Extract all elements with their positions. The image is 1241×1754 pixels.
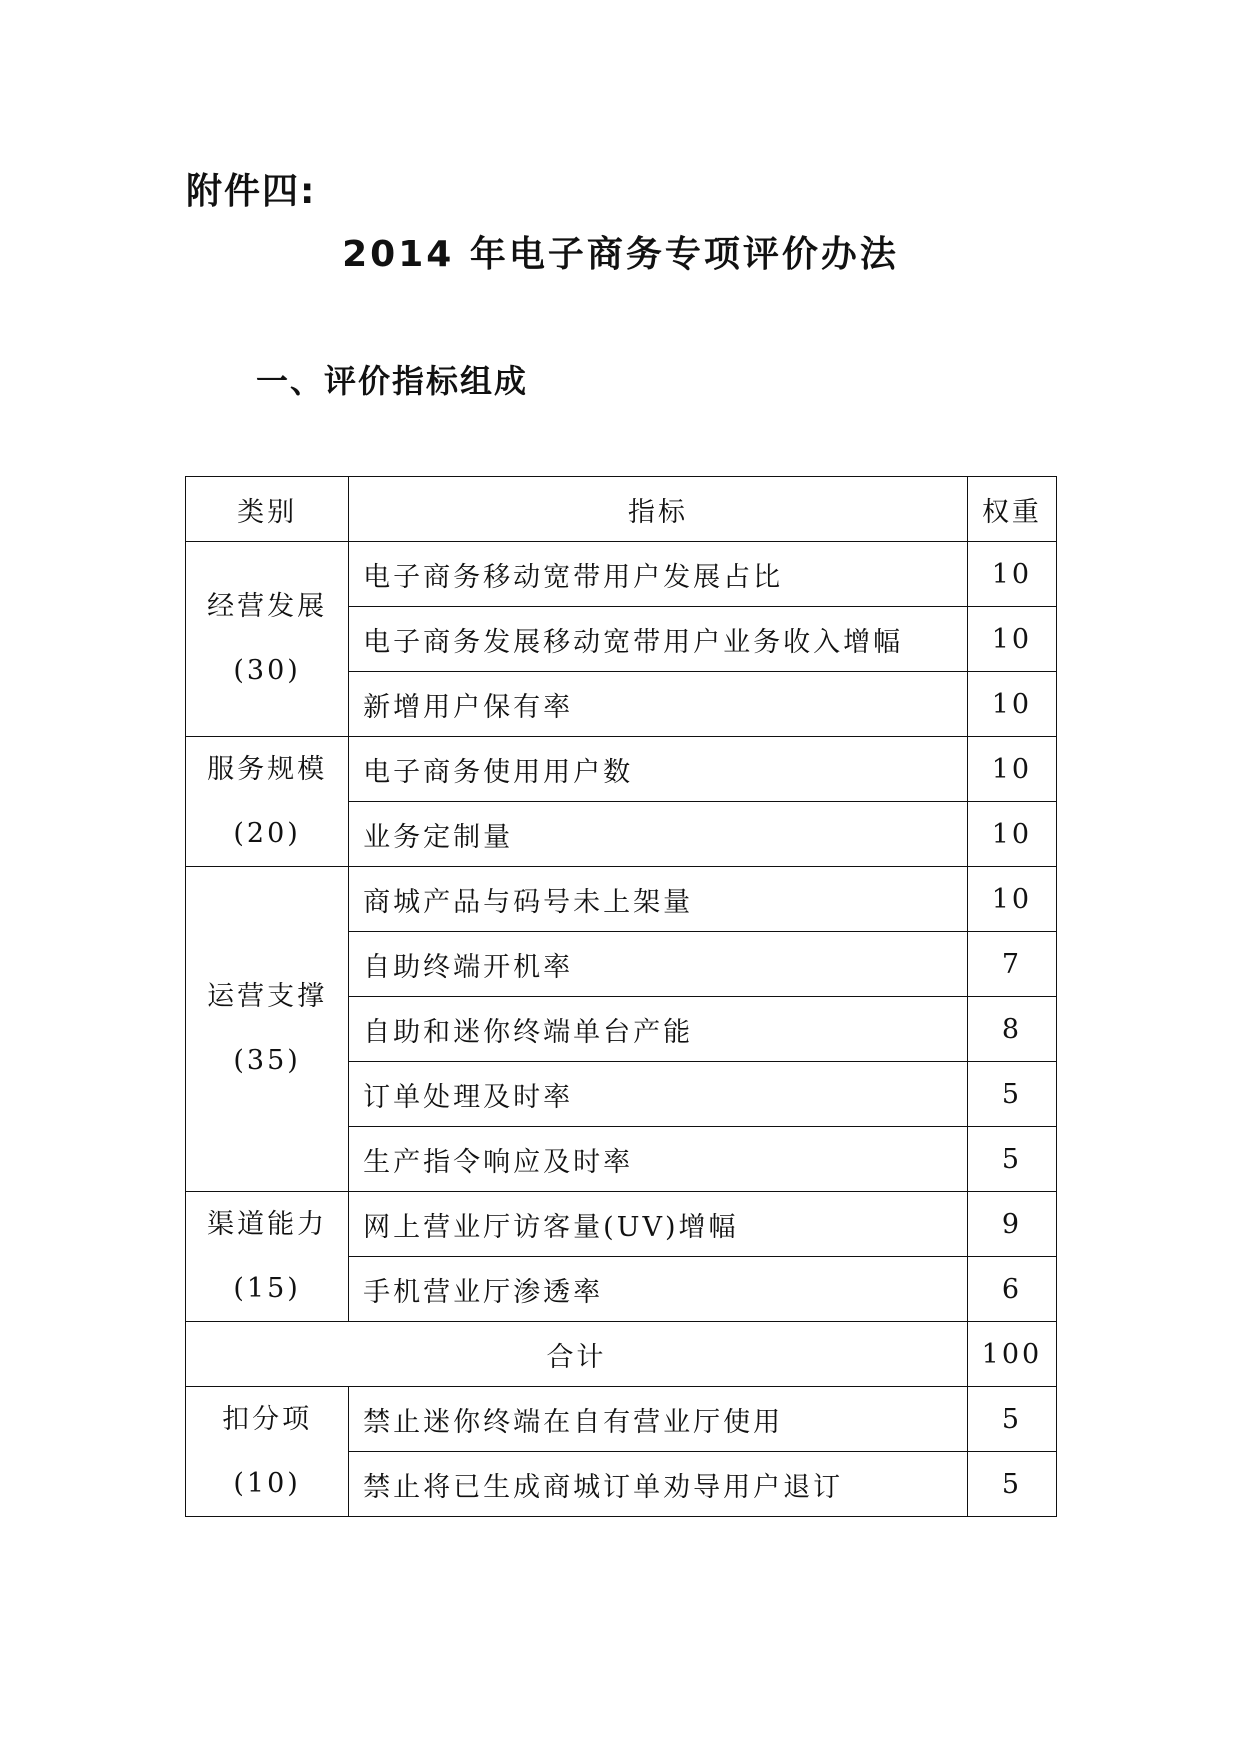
table-row <box>186 542 1057 607</box>
indicator-cell: 电子商务移动宽带用户发展占比 <box>349 542 968 607</box>
indicator-cell: 电子商务使用用户数 <box>349 737 968 802</box>
weight-cell: 5 <box>967 1062 1056 1127</box>
deduction-category-cell <box>186 1387 349 1517</box>
weight-cell: 10 <box>967 867 1056 932</box>
indicator-cell: 订单处理及时率 <box>349 1062 968 1127</box>
indicator-cell: 新增用户保有率 <box>349 672 968 737</box>
category-cell <box>186 867 349 1192</box>
weight-cell: 5 <box>967 1452 1056 1517</box>
total-row <box>186 1322 1057 1387</box>
total-weight: 100 <box>967 1322 1056 1387</box>
attachment-label: 附件四: <box>186 171 317 212</box>
weight-cell: 10 <box>967 542 1056 607</box>
weight-cell: 10 <box>967 672 1056 737</box>
category-cell <box>186 542 349 737</box>
header-category: 类别 <box>186 477 349 542</box>
category-score: (30) <box>233 655 301 686</box>
category-score: (10) <box>233 1467 301 1499</box>
category-cell <box>186 737 349 867</box>
indicator-cell: 禁止将已生成商城订单劝导用户退订 <box>349 1452 968 1517</box>
category-name: 运营支撑 <box>207 981 328 1012</box>
table-header-row <box>186 477 1057 542</box>
weight-cell: 10 <box>967 737 1056 802</box>
indicator-cell: 商城产品与码号未上架量 <box>349 867 968 932</box>
indicator-cell: 业务定制量 <box>349 802 968 867</box>
table-row <box>186 867 1057 932</box>
indicator-cell: 自助和迷你终端单台产能 <box>349 997 968 1062</box>
category-name: 扣分项 <box>222 1403 313 1435</box>
weight-cell: 5 <box>967 1387 1056 1452</box>
indicator-cell: 电子商务发展移动宽带用户业务收入增幅 <box>349 607 968 672</box>
weight-cell: 5 <box>967 1127 1056 1192</box>
indicator-cell: 网上营业厅访客量(UV)增幅 <box>349 1192 968 1257</box>
category-score: (20) <box>233 817 301 849</box>
header-indicator: 指标 <box>349 477 968 542</box>
weight-cell: 7 <box>967 932 1056 997</box>
indicator-cell: 手机营业厅渗透率 <box>349 1257 968 1322</box>
weight-cell: 8 <box>967 997 1056 1062</box>
table-row <box>186 1192 1057 1257</box>
category-cell <box>186 1192 349 1322</box>
weight-cell: 6 <box>967 1257 1056 1322</box>
weight-cell: 10 <box>967 802 1056 867</box>
evaluation-table <box>185 476 1057 1517</box>
weight-cell: 10 <box>967 607 1056 672</box>
category-name: 服务规模 <box>207 753 328 785</box>
table-row <box>186 1387 1057 1452</box>
total-label: 合计 <box>186 1322 968 1387</box>
category-name: 渠道能力 <box>207 1208 328 1240</box>
header-weight: 权重 <box>967 477 1056 542</box>
section-heading: 一、评价指标组成 <box>256 362 529 400</box>
category-score: (35) <box>233 1045 301 1076</box>
indicator-cell: 自助终端开机率 <box>349 932 968 997</box>
category-score: (15) <box>233 1272 301 1304</box>
weight-cell: 9 <box>967 1192 1056 1257</box>
indicator-cell: 生产指令响应及时率 <box>349 1127 968 1192</box>
indicator-cell: 禁止迷你终端在自有营业厅使用 <box>349 1387 968 1452</box>
table-row <box>186 737 1057 802</box>
document-title: 2014 年电子商务专项评价办法 <box>342 234 899 275</box>
category-name: 经营发展 <box>207 591 328 622</box>
